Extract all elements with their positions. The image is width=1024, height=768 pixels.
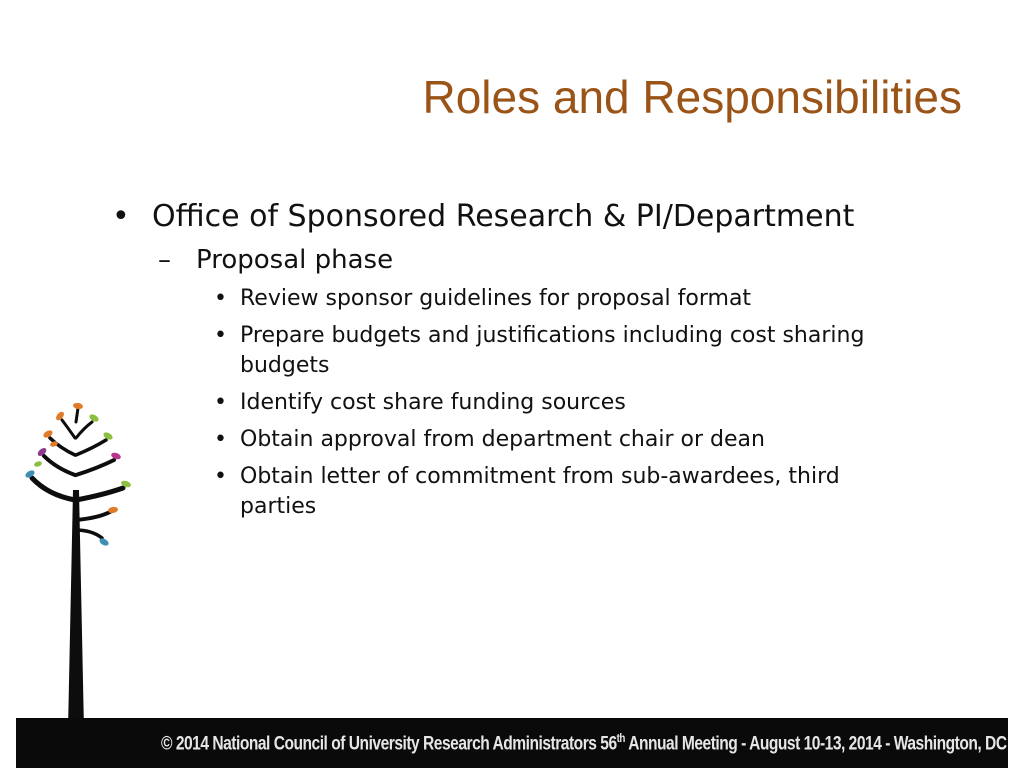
list-item: [214, 284, 912, 314]
bullet-mark: •: [214, 464, 227, 489]
slide-title: Roles and Responsibilities: [422, 71, 962, 123]
list-item-text: Identify cost share funding sources: [240, 390, 626, 415]
list-item-text: Obtain approval from department chair or dean: [240, 427, 765, 452]
dash-mark: –: [158, 245, 171, 275]
bullet-level-1: [112, 196, 912, 238]
bullet-mark: •: [214, 323, 227, 348]
footer-bar: [16, 718, 1008, 768]
list-item: [214, 462, 912, 522]
list-item-text: Obtain letter of commitment from sub-awardees, third parties: [240, 464, 840, 519]
footer-prefix: © 2014 National Council of University Research Administrators 56: [161, 733, 617, 755]
list-item: [214, 321, 912, 381]
list-item-text: Prepare budgets and justifications including cost sharing budgets: [240, 323, 865, 378]
sub-bullet-text: Proposal phase: [196, 245, 394, 275]
tree-logo-icon: [18, 400, 148, 730]
bullet-mark: •: [112, 199, 130, 234]
list-item: [214, 388, 912, 418]
sub-items-list: [214, 284, 912, 522]
slide-content: [112, 196, 912, 529]
list-item-text: Review sponsor guidelines for proposal format: [240, 286, 752, 311]
list-item: [214, 425, 912, 455]
footer-suffix: Annual Meeting - August 10-13, 2014 - Washington, DC: [624, 733, 1007, 755]
bullet-level-2: [158, 242, 912, 278]
footer-superscript: th: [616, 731, 625, 745]
bullet-mark: •: [214, 286, 227, 311]
bullet-text: Office of Sponsored Research & PI/Department: [152, 199, 855, 234]
footer-text: [161, 731, 1007, 755]
bullet-mark: •: [214, 427, 227, 452]
bullet-mark: •: [214, 390, 227, 415]
